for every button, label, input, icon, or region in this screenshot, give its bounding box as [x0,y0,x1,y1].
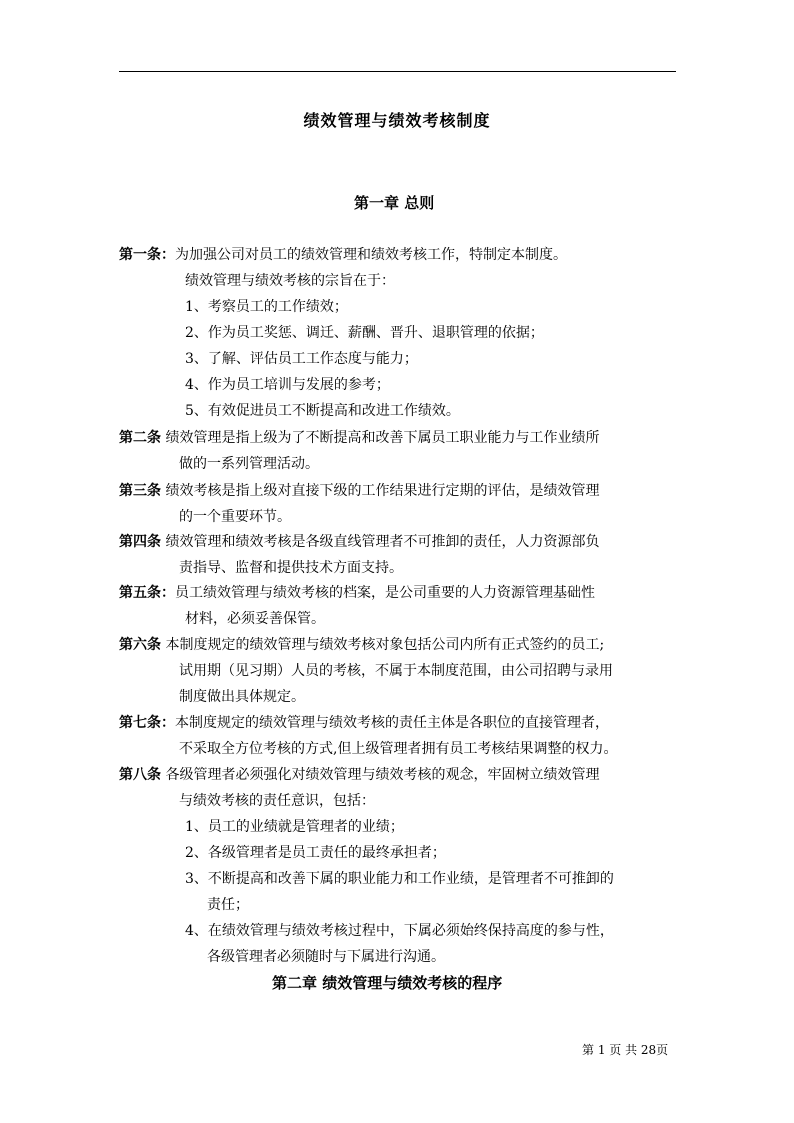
article-1-sub-intro: 绩效管理与绩效考核的宗旨在于： [185,273,395,289]
article-7-line-1: 本制度规定的绩效管理与绩效考核的责任主体是各职位的直接管理者， [175,715,609,731]
article-4 [119,533,599,551]
article-8-item-4: 4、在绩效管理与绩效考核过程中，下属必须始终保持高度的参与性， [185,923,614,939]
article-1-item-2: 2、作为员工奖惩、调迁、薪酬、晋升、退职管理的依据； [185,325,544,341]
article-7 [119,714,609,732]
article-6-line-1: 本制度规定的绩效管理与绩效考核对象包括公司内所有正式签约的员工; [165,637,605,653]
article-2-line-1: 绩效管理是指上级为了不断提高和改善下属员工职业能力与工作业绩所 [165,430,600,446]
article-1-item-5: 5、有效促进员工不断提高和改进工作绩效。 [185,403,460,419]
article-1 [119,246,567,264]
article-6 [119,636,604,654]
article-6-label: 第六条 [119,637,161,653]
article-2-line-2: 做的一系列管理活动。 [179,456,319,472]
article-6-line-3: 制度做出具体规定。 [179,689,305,705]
article-8-label: 第八条 [119,767,161,783]
article-8-item-1: 1、员工的业绩就是管理者的业绩； [185,819,404,835]
article-2 [119,429,599,447]
article-4-line-1: 绩效管理和绩效考核是各级直线管理者不可推卸的责任，人力资源部负 [165,534,600,550]
article-1-text: 为加强公司对员工的绩效管理和绩效考核工作，特制定本制度。 [175,247,567,263]
article-3-label: 第三条 [119,483,161,499]
article-3-line-1: 绩效考核是指上级对直接下级的工作结果进行定期的评估，是绩效管理 [165,483,600,499]
article-8-item-3: 3、不断提高和改善下属的职业能力和工作业绩，是管理者不可推卸的 [185,871,614,887]
article-5-label: 第五条： [119,585,175,601]
article-1-item-1: 1、考察员工的工作绩效； [185,299,348,315]
chapter-2-title: 第二章 绩效管理与绩效考核的程序 [272,974,503,992]
article-8-item-2: 2、各级管理者是员工责任的最终承担者； [185,845,446,861]
article-1-item-3: 3、了解、评估员工工作态度与能力； [185,351,418,367]
article-1-label: 第一条： [119,247,175,263]
article-8-item-3-cont: 责任； [207,897,249,913]
article-6-line-2: 试用期（见习期）人员的考核，不属于本制度范围，由公司招聘与录用 [179,663,613,679]
article-3-line-2: 的一个重要环节。 [179,509,291,525]
document-title: 绩效管理与绩效考核制度 [303,111,491,130]
article-8 [119,766,599,784]
article-8-item-4-cont: 各级管理者必须随时与下属进行沟通。 [207,949,445,965]
article-8-line-1: 各级管理者必须强化对绩效管理与绩效考核的观念，牢固树立绩效管理 [165,767,600,783]
chapter-1-title: 第一章 总则 [354,194,435,212]
page-footer: 第 1 页 共 28页 [582,1043,669,1057]
article-8-line-2: 与绩效考核的责任意识，包括： [179,793,375,809]
article-5-line-1: 员工绩效管理与绩效考核的档案，是公司重要的人力资源管理基础性 [175,585,595,601]
article-5-line-2: 材料，必须妥善保管。 [185,611,325,627]
article-1-item-4: 4、作为员工培训与发展的参考； [185,377,390,393]
article-5 [119,584,595,602]
header-rule [119,71,676,72]
article-7-line-2: 不采取全方位考核的方式,但上级管理者拥有员工考核结果调整的权力。 [179,741,618,757]
article-7-label: 第七条： [119,715,175,731]
article-4-label: 第四条 [119,534,161,550]
article-4-line-2: 责指导、监督和提供技术方面支持。 [179,560,403,576]
article-2-label: 第二条 [119,430,161,446]
article-3 [119,482,599,500]
